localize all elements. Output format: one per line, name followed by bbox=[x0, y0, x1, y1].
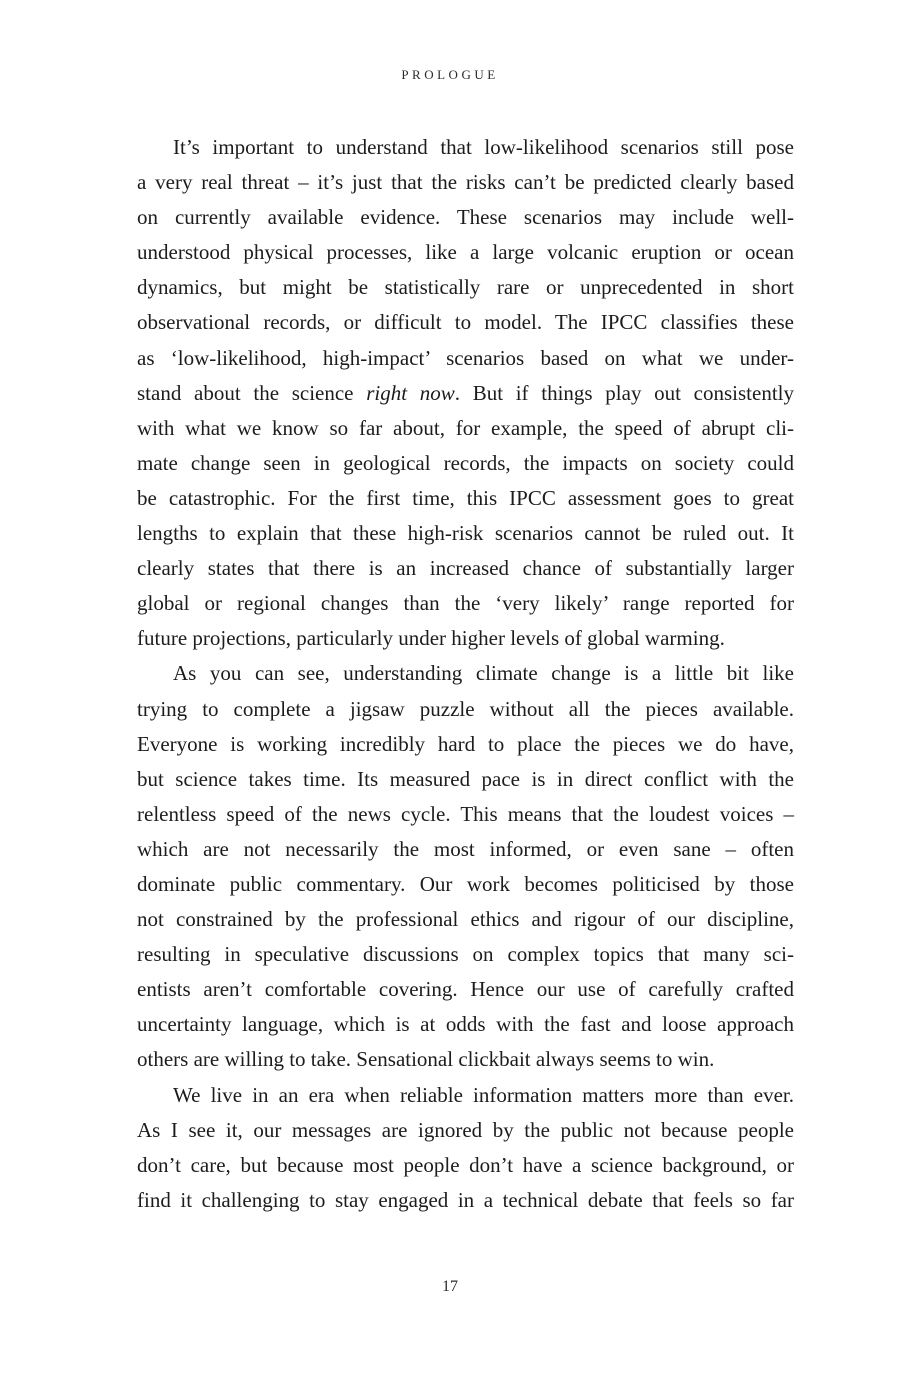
text-line: with what we know so far about, for example, the speed of abrupt cli- bbox=[137, 415, 794, 440]
text-line: It’s important to understand that low-likelihood scenarios still pose bbox=[173, 135, 794, 159]
text-line: as ‘low-likelihood, high-impact’ scenarios based on what we under- bbox=[137, 345, 794, 370]
text-line: understood physical processes, like a large volcanic eruption or ocean bbox=[137, 240, 794, 265]
text-line: dynamics, but might be statistically rare or unprecedented in short bbox=[137, 275, 794, 300]
text-line: uncertainty language, which is at odds with the fast and loose approach bbox=[137, 1012, 794, 1037]
text-line: find it challenging to stay engaged in a technical debate that feels so far bbox=[137, 1187, 794, 1212]
body-text bbox=[137, 130, 794, 1218]
text-line: but science takes time. Its measured pace is in direct conflict with the bbox=[137, 766, 794, 791]
text-line: observational records, or difficult to model. The IPCC classifies these bbox=[137, 310, 794, 335]
text-line: entists aren’t comfortable covering. Hence our use of carefully crafted bbox=[137, 977, 794, 1002]
text-line: dominate public commentary. Our work becomes politicised by those bbox=[137, 871, 794, 896]
text-line: lengths to explain that these high-risk scenarios cannot be ruled out. It bbox=[137, 521, 794, 546]
text-line: on currently available evidence. These scenarios may include well- bbox=[137, 205, 794, 230]
text-line: resulting in speculative discussions on complex topics that many sci- bbox=[137, 942, 794, 967]
text-line: Everyone is working incredibly hard to place the pieces we do have, bbox=[137, 731, 794, 756]
text-line: be catastrophic. For the first time, this IPCC assessment goes to great bbox=[137, 485, 794, 510]
text-line: As I see it, our messages are ignored by the public not because people bbox=[137, 1117, 794, 1142]
emphasis-text: right now bbox=[366, 380, 455, 405]
text-line: mate change seen in geological records, the impacts on society could bbox=[137, 450, 794, 475]
text-line: which are not necessarily the most informed, or even sane – often bbox=[137, 836, 794, 861]
text-line: global or regional changes than the ‘very likely’ range reported for bbox=[137, 591, 794, 616]
text-line bbox=[137, 376, 794, 411]
text-line: future projections, particularly under higher levels of global warming. bbox=[137, 626, 725, 651]
text-line: We live in an era when reliable information matters more than ever. bbox=[173, 1082, 794, 1107]
text-line: relentless speed of the news cycle. This means that the loudest voices – bbox=[137, 801, 794, 826]
text-line: clearly states that there is an increased chance of substantially larger bbox=[137, 556, 794, 581]
text-line: don’t care, but because most people don’t have a science background, or bbox=[137, 1152, 794, 1177]
text-segment: stand about the science bbox=[137, 380, 367, 405]
text-line: others are willing to take. Sensational clickbait always seems to win. bbox=[137, 1047, 715, 1072]
text-line: a very real threat – it’s just that the risks can’t be predicted clearly based bbox=[137, 170, 794, 195]
page-number: 17 bbox=[442, 1278, 458, 1295]
text-line: trying to complete a jigsaw puzzle without all the pieces available. bbox=[137, 696, 794, 721]
text-line: not constrained by the professional ethics and rigour of our discipline, bbox=[137, 907, 794, 932]
running-head: PROLOGUE bbox=[401, 67, 499, 82]
text-line: As you can see, understanding climate change is a little bit like bbox=[173, 661, 794, 686]
text-segment: . But if things play out consistently bbox=[454, 380, 794, 405]
